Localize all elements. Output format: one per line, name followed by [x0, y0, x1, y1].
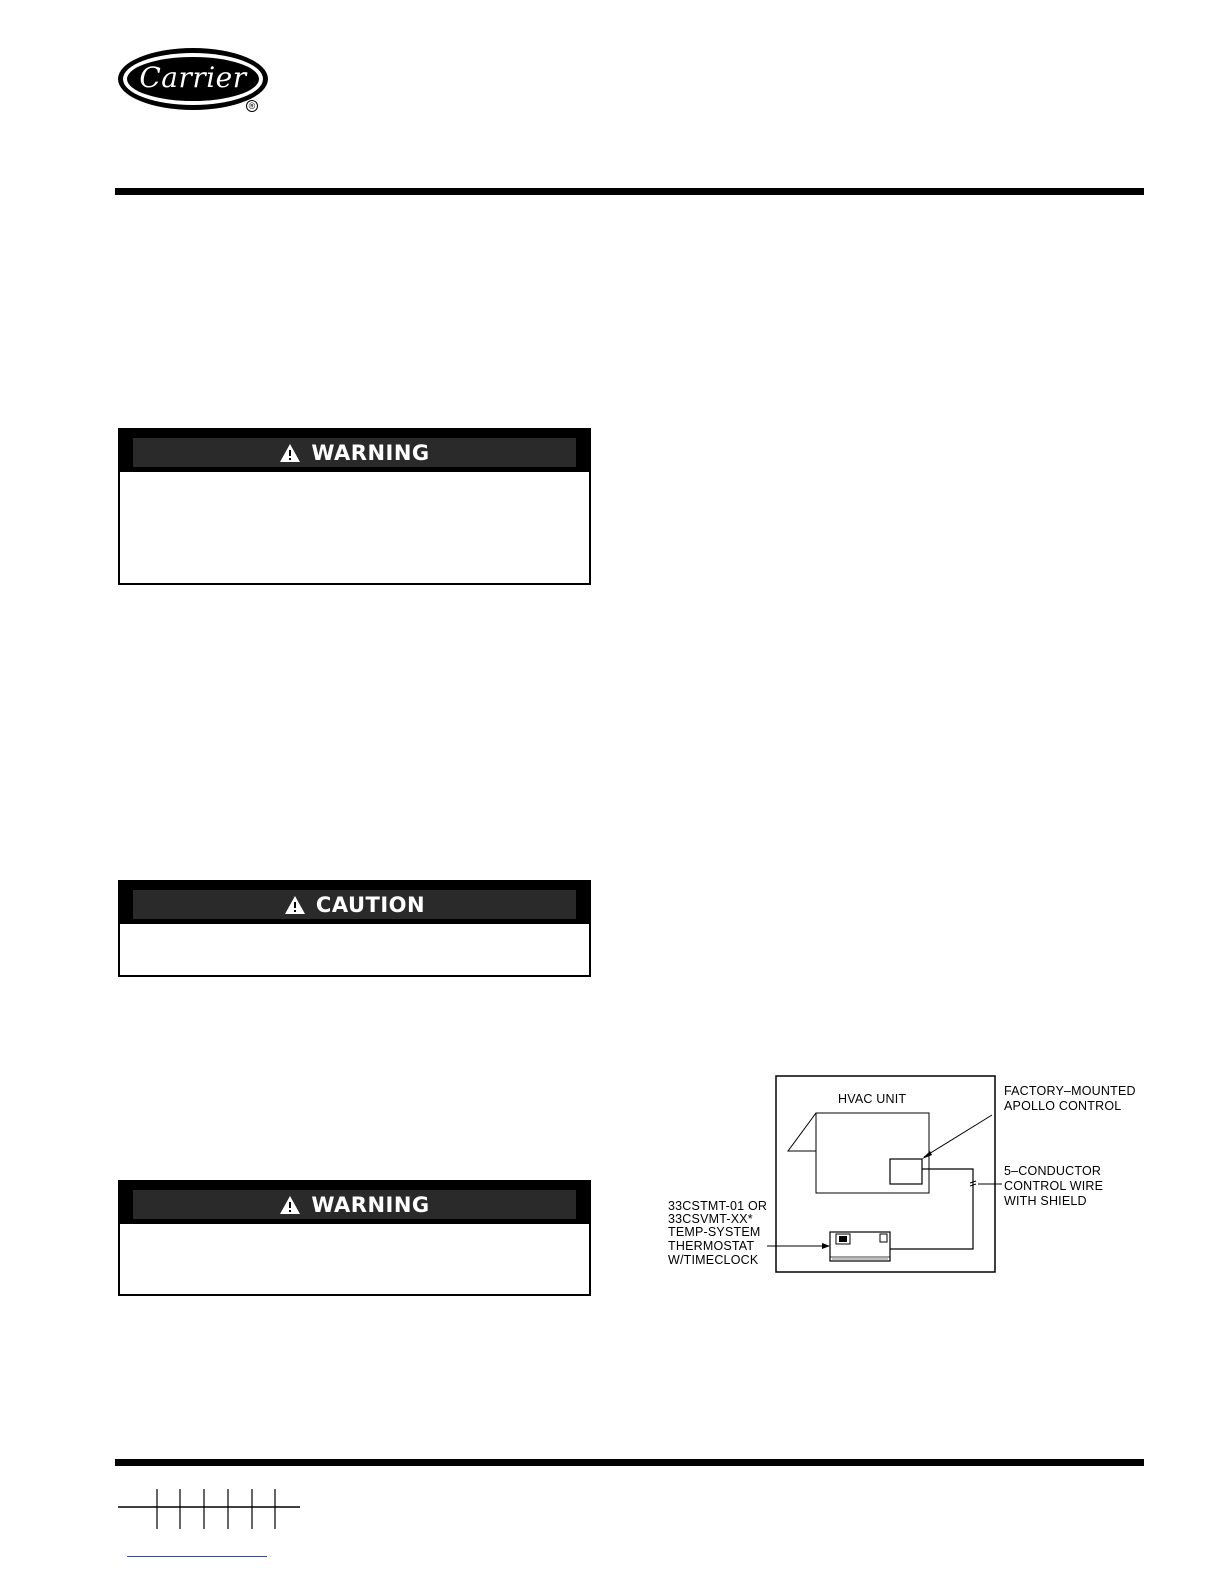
- carrier-logo: [118, 48, 270, 112]
- hvac-unit-box: [816, 1113, 929, 1193]
- notice-bar: [133, 1190, 576, 1219]
- logo-text: Carrier: [139, 61, 247, 94]
- wire-label-line2: CONTROL WIRE: [1004, 1179, 1104, 1193]
- notice-header: [120, 882, 589, 924]
- control-wire: [890, 1169, 973, 1249]
- wire-label-line1: 5–CONDUCTOR: [1004, 1164, 1102, 1178]
- warning-notice-2: [118, 1180, 591, 1296]
- wire-label-line3: WITH SHIELD: [1004, 1194, 1087, 1208]
- warning-triangle-icon: [284, 895, 306, 915]
- thermostat-label-line2: 33CSVMT-XX*: [668, 1212, 753, 1226]
- wiring-diagram: [640, 1073, 1150, 1278]
- footer-tick-lines: [118, 1488, 300, 1530]
- notice-bar: [133, 438, 576, 467]
- hvac-unit-bevel: [788, 1113, 816, 1151]
- caution-notice: [118, 880, 591, 977]
- thermostat-label-line5: W/TIMECLOCK: [668, 1253, 759, 1267]
- thermostat-pointer-arrow: [822, 1243, 830, 1249]
- warning-triangle-icon: [279, 1195, 301, 1215]
- control-label-line1: FACTORY–MOUNTED: [1004, 1084, 1136, 1098]
- thermostat-label-line3: TEMP-SYSTEM: [668, 1225, 761, 1239]
- notice-label: WARNING: [311, 1192, 430, 1217]
- footer-tick-grid: [118, 1488, 300, 1530]
- apollo-control-box: [890, 1159, 922, 1184]
- control-label-line2: APOLLO CONTROL: [1004, 1099, 1122, 1113]
- thermostat-label-line1: 33CSTMT-01 OR: [668, 1199, 768, 1213]
- hvac-unit-label: HVAC UNIT: [838, 1092, 907, 1106]
- registered-mark: ®: [246, 100, 258, 112]
- control-pointer-arrow: [922, 1151, 932, 1159]
- notice-header: [120, 430, 589, 472]
- notice-label: CAUTION: [315, 892, 426, 917]
- thermostat-label-line4: THERMOSTAT: [668, 1239, 755, 1253]
- notice-bar: [133, 890, 576, 919]
- warning-notice-1: [118, 428, 591, 585]
- notice-header: [120, 1182, 589, 1224]
- top-rule: [115, 188, 1144, 195]
- footer-link-underline[interactable]: [127, 1556, 267, 1557]
- bottom-rule: [115, 1459, 1144, 1466]
- control-pointer: [924, 1115, 992, 1157]
- notice-label: WARNING: [311, 440, 430, 465]
- warning-triangle-icon: [279, 443, 301, 463]
